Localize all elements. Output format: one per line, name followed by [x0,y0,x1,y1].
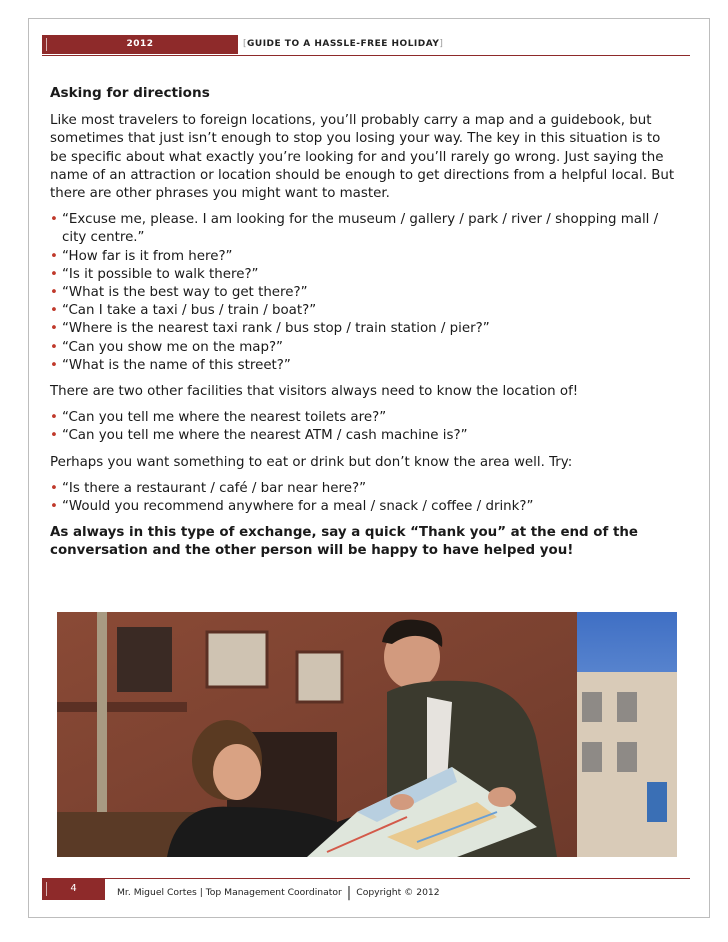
bullet-icon: • [50,303,58,319]
header-title-text: GUIDE TO A HASSLE-FREE HOLIDAY [247,39,440,49]
list-item: • “Where is the nearest taxi rank / bus stop / train station / pier?” [50,320,680,338]
page-header [42,35,690,55]
list-item: • “Can you show me on the map?” [50,339,680,357]
phrase-list [50,211,680,375]
list-item: • “What is the best way to get there?” [50,284,680,302]
list-item: • “Is it possible to walk there?” [50,266,680,284]
bullet-icon: • [50,266,58,282]
bullet-icon: • [50,248,58,264]
bullet-icon: • [50,285,58,301]
list-item: • “Excuse me, please. I am looking for the museum / gallery / park / river / shopping mall / city centre.” [50,212,659,246]
bullet-icon: • [50,212,58,228]
list-item: • “What is the name of this street?” [50,357,680,375]
header-rule [42,55,690,56]
footer-separator: | [346,885,352,901]
bullet-icon: • [50,428,58,444]
bullet-icon: • [50,499,58,515]
list-item: • “Can I take a taxi / bus / train / boat?” [50,302,680,320]
bullet-icon: • [50,357,58,373]
header-year: 2012 [42,35,238,54]
bullet-icon: • [50,321,58,337]
facilities-intro: There are two other facilities that visitors always need to know the location of! [50,384,579,400]
list-item: • “Is there a restaurant / café / bar near here?” [50,480,680,498]
list-item: • “How far is it from here?” [50,248,680,266]
bracket-open: [ [243,39,248,49]
food-intro: Perhaps you want something to eat or drink but don’t know the area well. Try: [50,454,573,470]
closing-paragraph: As always in this type of exchange, say a quick “Thank you” at the end of the conversation and the other person will be happy to have helped you! [50,525,639,559]
bullet-icon: • [50,410,58,426]
intro-paragraph: Like most travelers to foreign locations, you’ll probably carry a map and a guidebook, but sometimes that just isn’t enough to stop you losing your way. The key in this situation is to be specific about what exactly you’re looking for and you’ll rarely go wrong. Just saying the name of an attraction or location should be enough to get directions from a helpful local. But there are other phrases you might want to master. [50,113,675,202]
facilities-list [50,409,680,445]
footer-rule [42,878,690,879]
footer-copyright: Copyright © 2012 [356,887,440,898]
list-item: • “Can you tell me where the nearest ATM / cash machine is?” [50,427,680,445]
food-list [50,480,680,516]
bullet-icon: • [50,339,58,355]
page-footer [42,878,690,900]
list-item: • “Would you recommend anywhere for a meal / snack / coffee / drink?” [50,498,680,516]
list-item: • “Can you tell me where the nearest toilets are?” [50,409,680,427]
footer-credit [117,885,440,901]
bullet-icon: • [50,480,58,496]
bracket-close: ] [439,39,444,49]
header-title [243,39,443,49]
section-heading: Asking for directions [50,85,210,101]
main-content [50,84,680,561]
footer-author: Mr. Miguel Cortes | Top Management Coordinator [117,887,342,898]
page-number: 4 [42,878,105,900]
travelers-map-photo [57,612,677,857]
